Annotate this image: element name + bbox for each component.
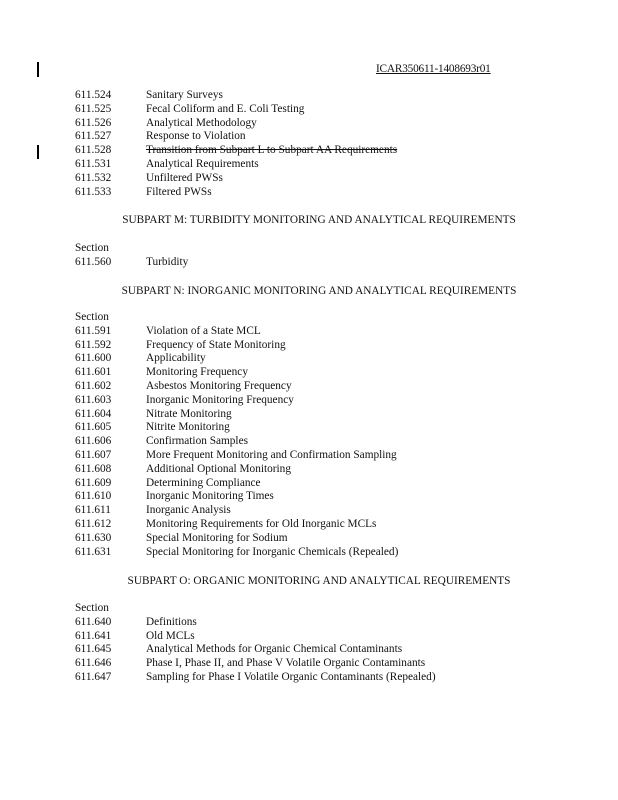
section-entry xyxy=(75,352,398,366)
section-number: 611.601 xyxy=(75,366,112,379)
section-label: Section xyxy=(75,602,109,614)
section-title: Analytical Methods for Organic Chemical Contaminants xyxy=(146,643,403,656)
section-number: 611.641 xyxy=(75,629,112,642)
section-entry xyxy=(75,117,397,131)
section-entry xyxy=(75,172,397,186)
section-number: 611.630 xyxy=(75,531,112,544)
section-title: Sampling for Phase I Volatile Organic Contaminants (Repealed) xyxy=(146,670,436,683)
section-title: Inorganic Monitoring Frequency xyxy=(146,393,294,406)
section-number: 611.640 xyxy=(75,615,112,628)
section-entry xyxy=(75,325,398,339)
section-entry xyxy=(75,421,398,435)
section-title: Frequency of State Monitoring xyxy=(146,338,286,351)
section-title: Determining Compliance xyxy=(146,476,261,489)
section-number: 611.524 xyxy=(75,89,112,101)
section-number: 611.646 xyxy=(75,657,112,670)
section-entry xyxy=(75,671,436,685)
section-number: 611.609 xyxy=(75,476,112,489)
section-number: 611.647 xyxy=(75,670,112,683)
section-entry xyxy=(75,158,397,172)
section-title: Inorganic Monitoring Times xyxy=(146,490,274,503)
document-id: ICAR350611-1408693r01 xyxy=(376,63,491,75)
section-number: 611.600 xyxy=(75,352,112,365)
section-entry xyxy=(75,380,398,394)
section-entry xyxy=(75,532,398,546)
section-number: 611.532 xyxy=(75,171,112,184)
section-title: Special Monitoring for Inorganic Chemicals (Repealed) xyxy=(146,545,399,558)
section-entry xyxy=(75,103,397,117)
section-title: Analytical Requirements xyxy=(146,157,259,170)
section-number: 611.592 xyxy=(75,338,112,351)
section-number: 611.525 xyxy=(75,102,112,115)
section-entry xyxy=(75,477,398,491)
section-title: Violation of a State MCL xyxy=(146,324,261,337)
section-entry xyxy=(75,630,436,644)
subpart-o-list xyxy=(75,602,436,685)
section-number: 611.603 xyxy=(75,393,112,406)
section-entry xyxy=(75,449,398,463)
section-title: Response to Violation xyxy=(146,130,246,143)
section-title: Monitoring Requirements for Old Inorganic MCLs xyxy=(146,517,377,530)
section-number: 611.604 xyxy=(75,407,112,420)
section-title: Definitions xyxy=(146,615,197,628)
section-entry xyxy=(75,643,436,657)
section-entry xyxy=(75,144,397,158)
section-entry xyxy=(75,394,398,408)
section-number: 611.608 xyxy=(75,462,112,475)
section-entry xyxy=(75,546,398,560)
section-title: Nitrite Monitoring xyxy=(146,421,230,434)
subpart-n-heading: SUBPART N: INORGANIC MONITORING AND ANALYTICAL REQUIREMENTS xyxy=(121,285,517,297)
section-number: 611.606 xyxy=(75,435,112,448)
section-title: Nitrate Monitoring xyxy=(146,407,232,420)
section-title: More Frequent Monitoring and Confirmation Sampling xyxy=(146,448,397,461)
section-title: Turbidity xyxy=(146,255,189,268)
section-title: Sanitary Surveys xyxy=(146,89,223,101)
section-number: 611.533 xyxy=(75,185,112,198)
section-entry xyxy=(75,89,397,103)
section-title: Old MCLs xyxy=(146,629,195,642)
section-number: 611.607 xyxy=(75,448,112,461)
section-number: 611.591 xyxy=(75,324,112,337)
section-title: Unfiltered PWSs xyxy=(146,171,223,184)
section-title: Confirmation Samples xyxy=(146,435,248,448)
section-number: 611.528 xyxy=(75,144,112,157)
section-number: 611.610 xyxy=(75,490,112,503)
section-title: Additional Optional Monitoring xyxy=(146,462,291,475)
section-title: Special Monitoring for Sodium xyxy=(146,531,288,544)
section-number: 611.645 xyxy=(75,643,112,656)
section-number: 611.631 xyxy=(75,545,112,558)
section-title: Filtered PWSs xyxy=(146,185,212,198)
section-entry xyxy=(75,657,436,671)
section-number: 611.527 xyxy=(75,130,112,143)
subpart-o-heading: SUBPART O: ORGANIC MONITORING AND ANALYTICAL REQUIREMENTS xyxy=(127,575,511,587)
section-number: 611.531 xyxy=(75,157,112,170)
section-title: Analytical Methodology xyxy=(146,116,257,129)
revision-bar xyxy=(37,62,39,77)
section-entry xyxy=(75,490,398,504)
section-number: 611.526 xyxy=(75,116,112,129)
section-entry xyxy=(75,186,397,200)
section-entry xyxy=(75,463,398,477)
section-entry xyxy=(75,518,398,532)
subpart-m-heading: SUBPART M: TURBIDITY MONITORING AND ANALYTICAL REQUIREMENTS xyxy=(122,214,516,226)
section-number: 611.605 xyxy=(75,421,112,434)
section-number: 611.602 xyxy=(75,379,112,392)
section-entry xyxy=(75,256,188,270)
section-entry xyxy=(75,366,398,380)
section-title: Monitoring Frequency xyxy=(146,366,248,379)
section-label: Section xyxy=(75,311,109,323)
section-entry xyxy=(75,408,398,422)
subpart-m-list xyxy=(75,242,188,270)
section-number: 611.560 xyxy=(75,255,112,268)
section-number: 611.612 xyxy=(75,517,112,530)
section-title: Phase I, Phase II, and Phase V Volatile Organic Contaminants xyxy=(146,657,426,670)
subpart-n-list xyxy=(75,311,398,559)
section-title: Transition from Subpart L to Subpart AA Requirements xyxy=(146,144,398,157)
section-title: Applicability xyxy=(146,352,206,365)
section-title: Asbestos Monitoring Frequency xyxy=(146,379,292,392)
section-entry xyxy=(75,616,436,630)
section-number: 611.611 xyxy=(75,504,111,517)
section-entry xyxy=(75,435,398,449)
section-title: Inorganic Analysis xyxy=(146,504,231,517)
section-entry xyxy=(75,130,397,144)
section-title: Fecal Coliform and E. Coli Testing xyxy=(146,102,305,115)
section-entry xyxy=(75,504,398,518)
revision-bar xyxy=(37,145,39,159)
section-list-top xyxy=(75,89,397,199)
section-label: Section xyxy=(75,242,109,254)
section-entry xyxy=(75,339,398,353)
